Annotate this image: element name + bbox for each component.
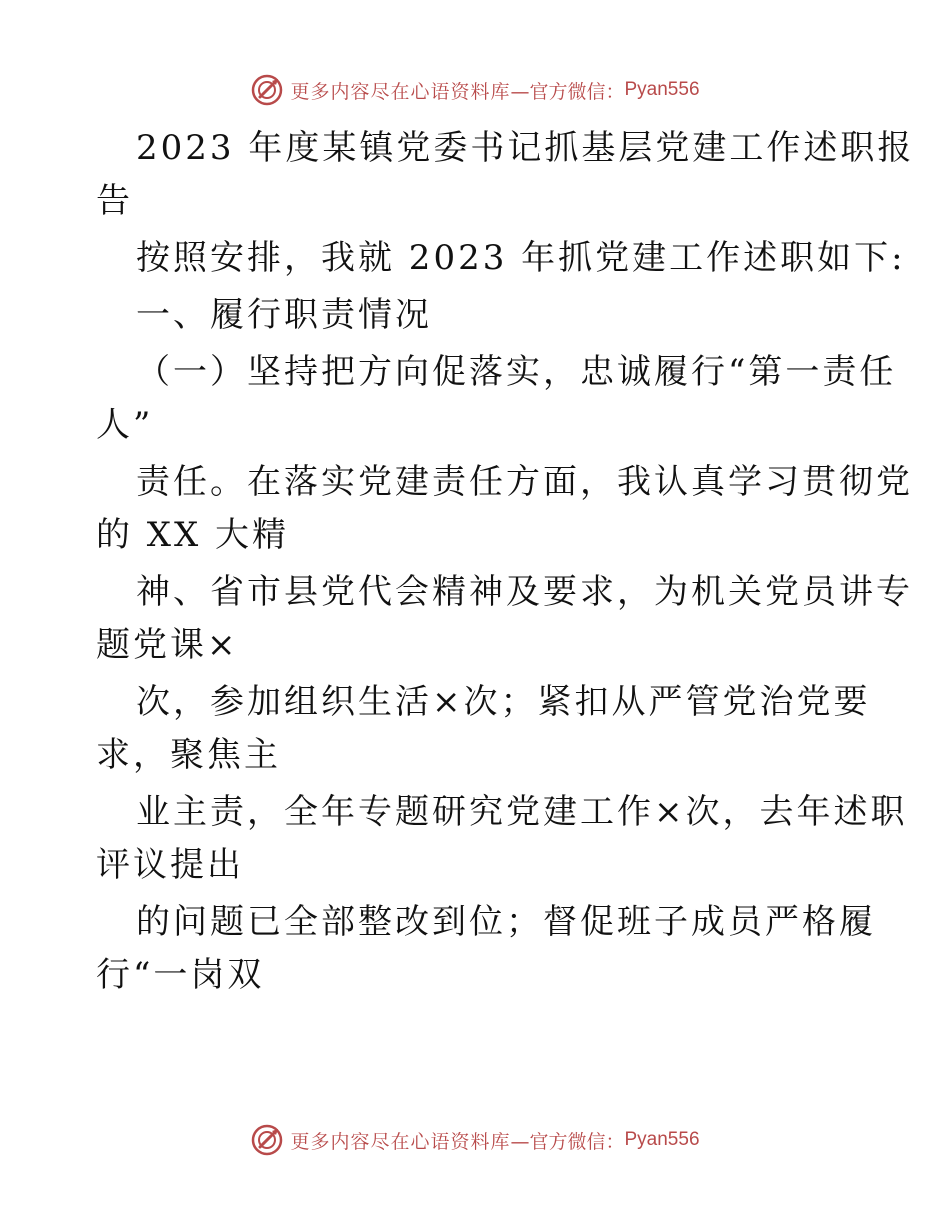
doc-paragraph-line: 的问题已全部整改到位；督促班子成员严格履 <box>136 902 876 942</box>
doc-title-line-2: 告 <box>96 181 133 221</box>
watermark-handle: Pyan556 <box>624 79 700 100</box>
doc-subheading-line-1: （一）坚持把方向促落实，忠诚履行“第一责任 <box>136 352 897 392</box>
watermark-text: 更多内容尽在心语资料库 <box>290 1130 511 1153</box>
watermark-logo-icon <box>250 73 284 107</box>
doc-title-line-1: 2023 年度某镇党委书记抓基层党建工作述职报 <box>136 128 915 168</box>
header-watermark <box>0 70 950 110</box>
doc-paragraph-line: 的 XX 大精 <box>96 515 290 555</box>
doc-paragraph-line: 行“一岗双 <box>96 955 265 995</box>
watermark-logo-icon <box>250 1123 284 1157</box>
doc-paragraph-line: 求，聚焦主 <box>96 735 281 775</box>
footer-watermark <box>0 1120 950 1160</box>
watermark-separator: —官方微信： <box>510 80 625 103</box>
doc-paragraph-line: 次，参加组织生活×次；紧扣从严管党治党要 <box>136 682 871 722</box>
watermark-text: 更多内容尽在心语资料库 <box>290 80 511 103</box>
doc-paragraph-line: 题党课× <box>96 625 239 665</box>
doc-subheading-line-2: 人” <box>96 405 154 445</box>
doc-section-heading: 一、履行职责情况 <box>136 295 432 335</box>
document-body <box>96 122 915 1002</box>
doc-paragraph-line: 评议提出 <box>96 845 244 885</box>
watermark-handle: Pyan556 <box>624 1129 700 1150</box>
watermark-separator: —官方微信： <box>510 1130 625 1153</box>
doc-paragraph-line: 业主责，全年专题研究党建工作×次，去年述职 <box>136 792 908 832</box>
doc-paragraph-line: 神、省市县党代会精神及要求，为机关党员讲专 <box>136 572 913 612</box>
doc-paragraph-line: 责任。在落实党建责任方面，我认真学习贯彻党 <box>136 462 913 502</box>
doc-intro-line: 按照安排，我就 2023 年抓党建工作述职如下: <box>136 238 906 278</box>
